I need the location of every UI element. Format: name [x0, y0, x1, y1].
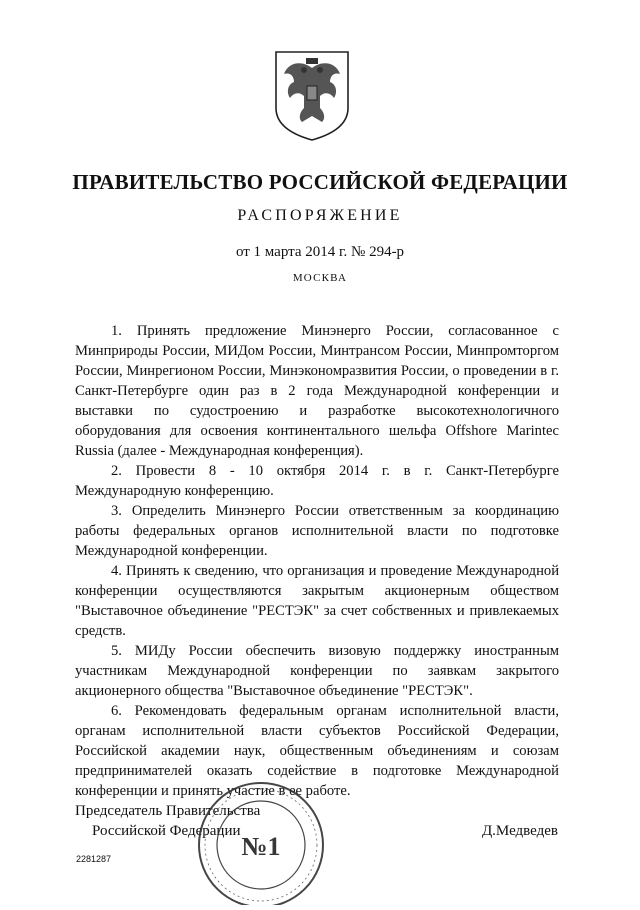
paragraph-4: 4. Принять к сведению, что организация и проведение Международной конференции осуществляются закрытым акционерным обществом "Выставочное объединение "РЕСТЭК" за счет собственных и привлекаемых средств. [75, 563, 559, 639]
government-title: ПРАВИТЕЛЬСТВО РОССИЙСКОЙ ФЕДЕРАЦИИ [72, 170, 568, 194]
document-code: 2281287 [76, 854, 112, 864]
signatory-name: Д.Медведев [481, 823, 558, 839]
paragraph-1: 1. Принять предложение Минэнерго России, согласованное с Минприроды России, МИДом России, Минтрансом России, Минпромторгом России, Минрегионом России, Минэкономразвития России, о проведении в г. Санкт-Петербурге один раз в 2 года Международной конференции и выставки по судостроению и разработке высокотехнологичного оборудования для освоения континентального шельфа Offshore Marintec Russia (далее - Международная конференция). [75, 323, 559, 459]
coat-of-arms-icon [272, 46, 352, 142]
paragraph-3: 3. Определить Минэнерго России ответственным за координацию работы федеральных органов исполнительной власти по подготовке Международной конференции. [75, 503, 559, 559]
official-stamp-icon [186, 773, 336, 905]
document-city: МОСКВА [292, 272, 348, 284]
signatory-position-line2: Российской Федерации [92, 823, 241, 839]
signatory-position-line1: Председатель Правительства [75, 803, 261, 819]
document-body [75, 321, 559, 801]
paragraph-2: 2. Провести 8 - 10 октября 2014 г. в г. Санкт-Петербурге Международную конференцию. [75, 463, 559, 499]
paragraph-6: 6. Рекомендовать федеральным органам исполнительной власти, органам исполнительной власти субъектов Российской Федерации, Российской академии наук, общественным объединениям и союзам предпринимателей оказать содействие в подготовке Международной конференции и принять участие в ее работе. [75, 703, 559, 799]
document-date-number: от 1 марта 2014 г. № 294-р [235, 244, 405, 260]
paragraph-5: 5. МИДу России обеспечить визовую поддержку иностранным участникам Международной конференции по заявкам закрытого акционерного общества "Выставочное объединение "РЕСТЭК". [75, 643, 559, 699]
stamp-number: №1 [241, 832, 281, 861]
document-type: РАСПОРЯЖЕНИЕ [237, 207, 403, 224]
